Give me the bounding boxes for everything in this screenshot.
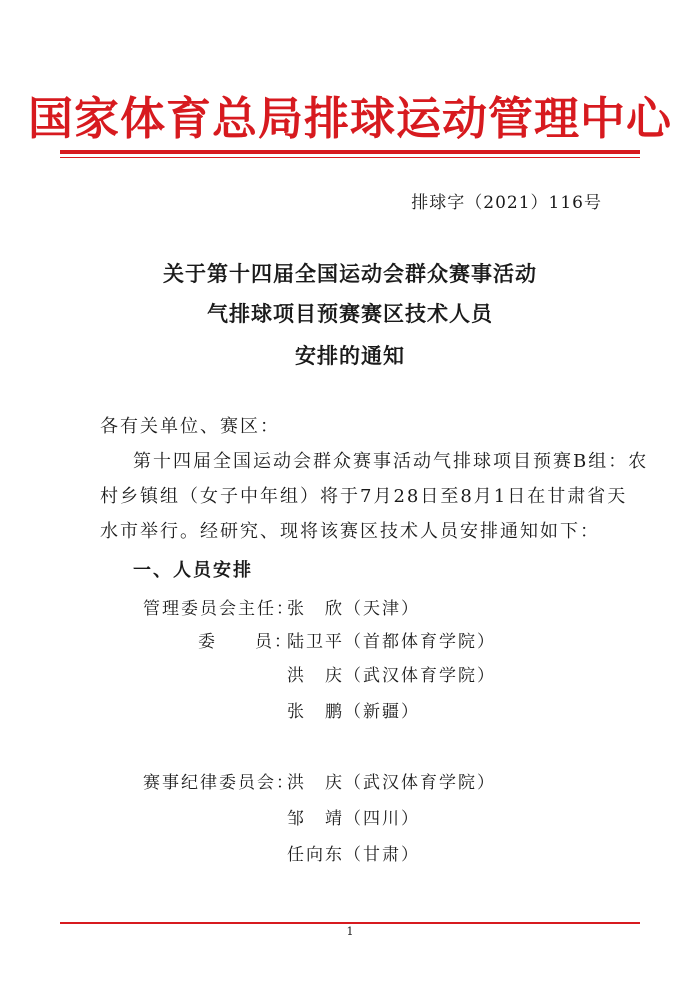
management-member-name: 张 鹏（新疆）: [287, 702, 420, 722]
notice-title-line-1: 关于第十四届全国运动会群众赛事活动: [163, 262, 537, 286]
discipline-committee-role: 赛事纪律委员会：: [143, 773, 295, 793]
paragraph-line-3: 水市举行。经研究、现将该赛区技术人员安排通知如下：: [100, 521, 600, 542]
management-member-name: 洪 庆（武汉体育学院）: [287, 666, 496, 686]
discipline-member-name: 邹 靖（四川）: [287, 809, 420, 829]
notice-title-line-3: 安排的通知: [295, 344, 405, 368]
management-director-role: 管理委员会主任：: [143, 599, 295, 619]
salutation: 各有关单位、赛区：: [100, 416, 280, 437]
management-member-name: 陆卫平（首都体育学院）: [287, 632, 496, 652]
paragraph-line-1: 第十四届全国运动会群众赛事活动气排球项目预赛B组：农: [133, 451, 649, 472]
paragraph-line-2: 村乡镇组（女子中年组）将于7月28日至8月1日在甘肃省天: [100, 486, 628, 507]
discipline-member-name: 洪 庆（武汉体育学院）: [287, 773, 496, 793]
section-heading: 一、人员安排: [133, 560, 253, 581]
letterhead-red-rule-thin: [60, 157, 640, 158]
document-number: 排球字（2021）116号: [411, 193, 602, 213]
page-number: 1: [346, 925, 354, 938]
org-letterhead-title: 国家体育总局排球运动管理中心: [27, 92, 672, 145]
discipline-member-name: 任向东（甘肃）: [287, 845, 420, 865]
management-member-role: 委 员：: [198, 632, 293, 652]
footer-red-rule: [60, 922, 640, 924]
notice-title-line-2: 气排球项目预赛赛区技术人员: [207, 302, 493, 326]
letterhead-red-rule-thick: [60, 150, 640, 154]
management-director-name: 张 欣（天津）: [287, 599, 420, 619]
